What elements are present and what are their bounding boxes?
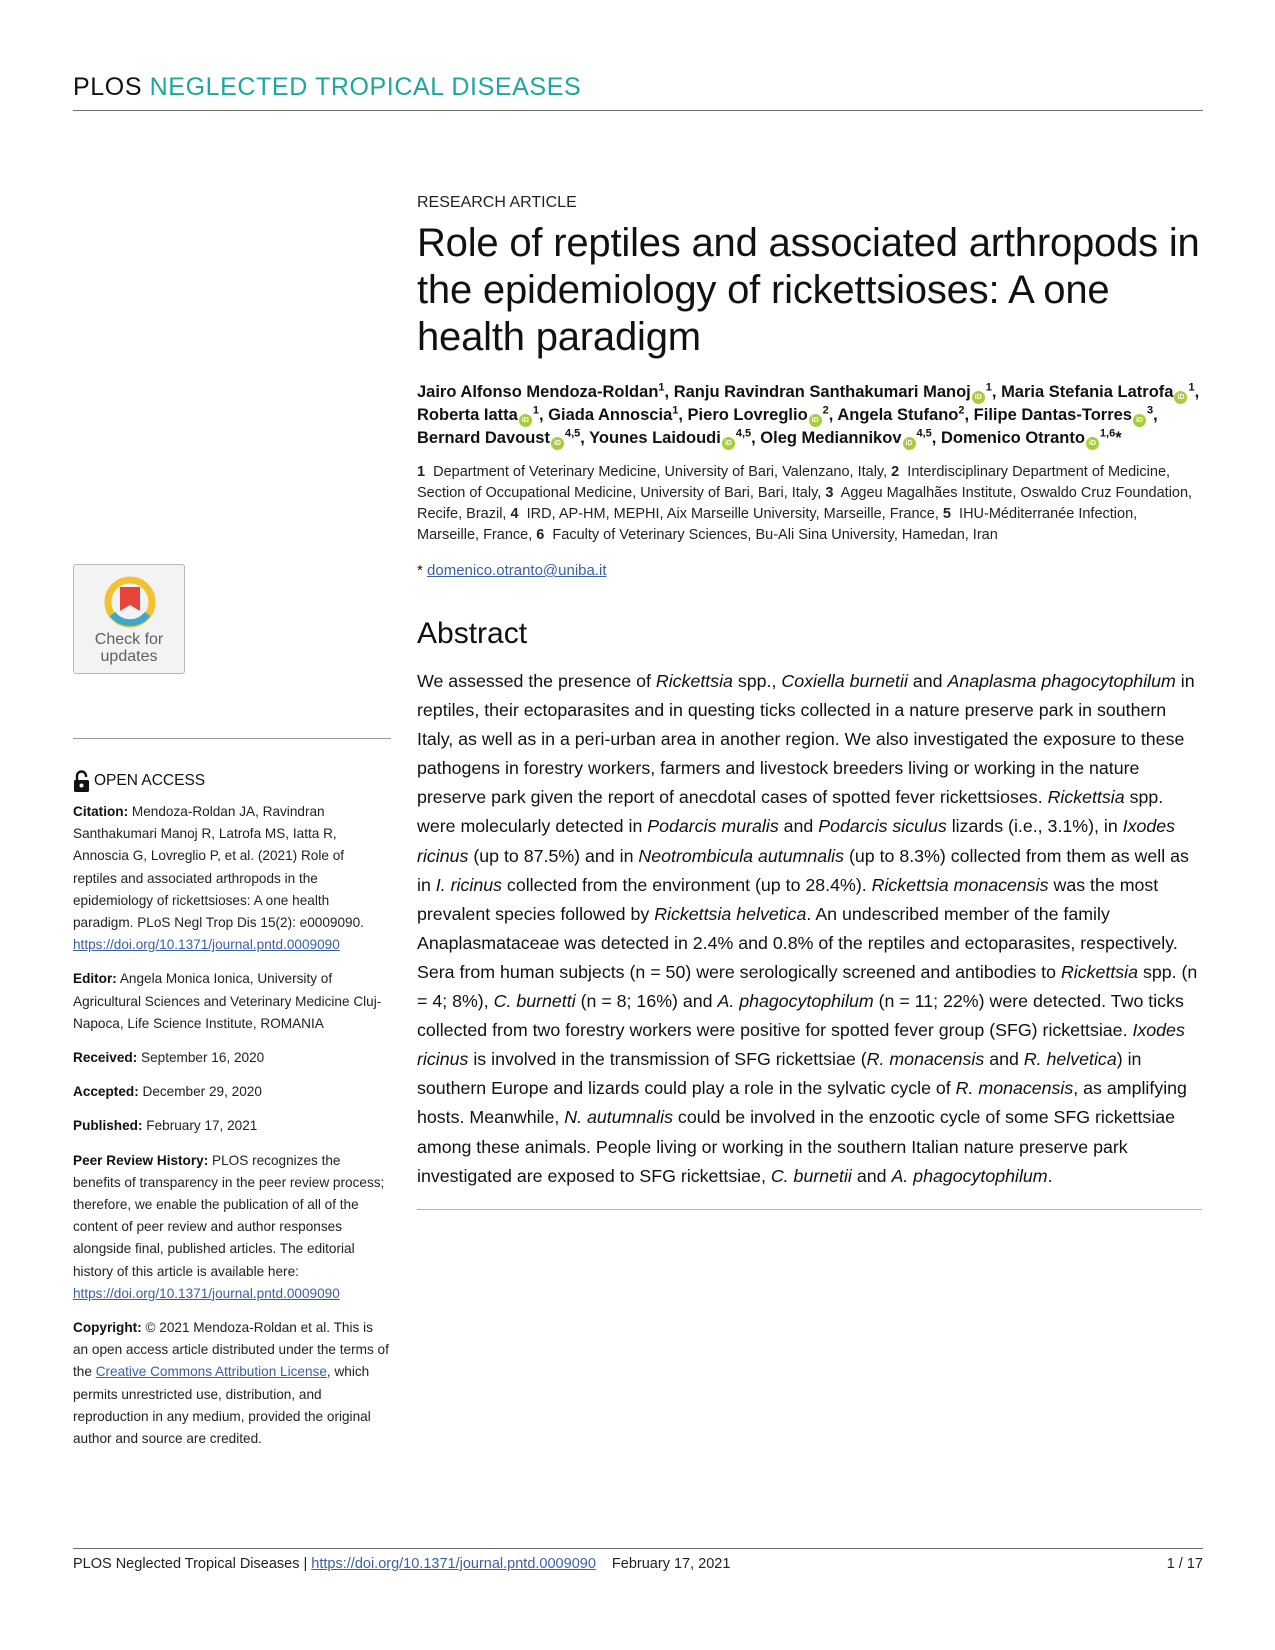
author-affiliation-marker: 2	[958, 404, 965, 417]
citation: Citation: Mendoza-Roldan JA, Ravindran Santhakumari Manoj R, Latrofa MS, Iatta R, Annoscia G, Lovreglio P, et al. (2021) Role of reptiles and associated arthropods in the epidemiology of rickettsioses: A one health paradigm. PLoS Negl Trop Dis 15(2): e0009090. https://doi.org/10.1371/journal.pntd.0009090	[73, 804, 364, 953]
citation-doi-link[interactable]: https://doi.org/10.1371/journal.pntd.0009090	[73, 937, 340, 953]
article-main	[417, 194, 1202, 1210]
author-name[interactable]: Maria Stefania Latrofa $iD^1$	[1001, 383, 1195, 401]
journal-name: NEGLECTED TROPICAL DISEASES	[149, 73, 582, 101]
received-date: Received: September 16, 2020	[73, 1050, 265, 1066]
footer-journal: PLOS Neglected Tropical Diseases |	[73, 1556, 308, 1572]
author-affiliation-marker: 4,5	[564, 427, 581, 440]
page-footer	[73, 1556, 1203, 1572]
check-for-updates-badge[interactable]	[73, 564, 185, 674]
author-affiliation-marker: 1,6	[1099, 427, 1116, 440]
badge-label: Check for updates	[94, 631, 164, 665]
author-affiliation-marker: 1	[658, 381, 665, 394]
author-name[interactable]: Giada Annoscia$^1$	[548, 404, 679, 424]
open-lock-icon	[73, 770, 90, 793]
affiliation-item: 6 Faculty of Veterinary Sciences, Bu-Ali Sina University, Hamedan, Iran	[536, 527, 998, 543]
affiliation-list	[417, 462, 1202, 546]
author-name[interactable]: Angela Stufano$^2$	[837, 404, 965, 424]
orcid-icon[interactable]: iD	[972, 391, 985, 404]
footer-doi-link[interactable]: https://doi.org/10.1371/journal.pntd.0009090	[311, 1556, 596, 1572]
author-affiliation-marker: 2	[822, 404, 829, 417]
footer-divider	[73, 1548, 1203, 1549]
affiliation-item: 3 Aggeu Magalhães Institute, Oswaldo Cruz Foundation, Recife, Brazil,	[417, 485, 1193, 522]
orcid-icon[interactable]: iD	[903, 437, 916, 450]
author-affiliation-marker: 1	[985, 381, 992, 394]
author-affiliation-marker: 3	[1146, 404, 1154, 417]
author-name[interactable]: Bernard Davoust iD$^{4,5}$	[417, 429, 580, 447]
header-divider	[73, 110, 1203, 111]
affiliation-item: 5 IHU-Méditerranée Infection, Marseille, France,	[417, 506, 1138, 543]
orcid-icon[interactable]: iD	[551, 437, 564, 450]
orcid-icon[interactable]: iD	[722, 437, 735, 450]
orcid-icon[interactable]: iD	[1174, 391, 1187, 404]
corresponding-author: * domenico.otranto@uniba.it	[417, 562, 607, 579]
article-info-sidebar	[73, 770, 391, 1462]
author-affiliation-marker: 1	[672, 404, 679, 417]
author-affiliation-marker: 4,5	[916, 427, 932, 440]
sidebar-divider	[73, 738, 391, 739]
abstract-divider	[417, 1209, 1202, 1210]
orcid-icon[interactable]: iD	[1133, 414, 1146, 427]
author-name[interactable]: Piero Lovreglio $iD^2$	[688, 406, 829, 424]
publisher-name: PLOS	[73, 73, 143, 101]
orcid-icon[interactable]: iD	[1086, 437, 1099, 450]
journal-header	[73, 72, 1203, 102]
affiliation-item: 1 Department of Veterinary Medicine, University of Bari, Valenzano, Italy,	[417, 464, 888, 480]
article-type: RESEARCH ARTICLE	[417, 194, 577, 211]
license-link[interactable]: Creative Commons Attribution License	[95, 1364, 327, 1380]
orcid-icon[interactable]: iD	[519, 414, 532, 427]
corresponding-email-link[interactable]: domenico.otranto@uniba.it	[427, 562, 607, 579]
accepted-date: Accepted: December 29, 2020	[73, 1084, 262, 1100]
author-name[interactable]: Oleg Mediannikov iD$^{4,5}$	[760, 429, 932, 447]
author-name[interactable]: Roberta Iatta $iD^1$	[417, 406, 539, 424]
author-name[interactable]: Younes Laidoudi iD$^{4,5}$	[589, 429, 751, 447]
article-title: Role of reptiles and associated arthropods in the epidemiology of rickettsioses: A one health paradigm	[417, 221, 1200, 359]
author-list: Jairo Alfonso Mendoza-Roldan$^1$, Ranju Ravindran Santhakumari Manoj $iD^1$, Maria Stefania Latrofa $iD^1$, Roberta Iatta $iD^1$, Giada Annoscia$^1$, Piero Lovreglio $iD^2$, Angela Stufano$^2$, Filipe Dantas-Torres $iD^3$, Bernard Davoust iD$^{4,5}$, Younes Laidoudi iD$^{4,5}$, Oleg Mediannikov iD$^{4,5}$, Domenico Otranto iD$^{1,6}$*	[417, 381, 1202, 450]
author-name[interactable]: Jairo Alfonso Mendoza-Roldan$^1$	[417, 381, 665, 401]
author-name[interactable]: Domenico Otranto iD$^{1,6}$*	[941, 429, 1122, 447]
peer-review-doi-link[interactable]: https://doi.org/10.1371/journal.pntd.0009090	[73, 1285, 340, 1301]
peer-review-history: Peer Review History: PLOS recognizes the benefits of transparency in the peer review process; therefore, we enable the publication of all of the content of peer review and author responses alongside final, published articles. The editorial history of this article is available here: https://doi.org/10.1371/journal.pntd.0009090	[73, 1152, 385, 1301]
crossmark-icon	[103, 575, 157, 629]
orcid-icon[interactable]: iD	[809, 414, 822, 427]
published-date: Published: February 17, 2021	[73, 1118, 258, 1134]
author-affiliation-marker: 1	[532, 404, 539, 417]
copyright: Copyright: © 2021 Mendoza-Roldan et al. This is an open access article distributed under the terms of the Creative Commons Attribution License, which permits unrestricted use, distribution, and reproduction in any medium, provided the original author and source are credited.	[73, 1320, 389, 1447]
abstract-heading: Abstract	[417, 617, 528, 650]
affiliation-item: 4 IRD, AP-HM, MEPHI, Aix Marseille University, Marseille, France,	[510, 506, 939, 522]
page-number: 1 / 17	[1166, 1556, 1203, 1572]
open-access-label: OPEN ACCESS	[73, 770, 391, 793]
abstract-body: We assessed the presence of Rickettsia spp., Coxiella burnetii and Anaplasma phagocytophilum in reptiles, their ectoparasites and in questing ticks collected in a nature preserve park in southern Italy, as well as in a peri-urban area in another region. We also investigated the exposure to these pathogens in forestry workers, farmers and livestock breeders living or working in the nature preserve park given the report of anecdotal cases of spotted fever rickettsioses. Rickettsia spp. were molecularly detected in Podarcis muralis and Podarcis siculus lizards (i.e., 3.1%), in Ixodes ricinus (up to 87.5%) and in Neotrombicula autumnalis (up to 8.3%) collected from them as well as in I. ricinus collected from the environment (up to 28.4%). Rickettsia monacensis was the most prevalent species followed by Rickettsia helvetica. An undescribed member of the family Anaplasmataceae was detected in 2.4% and 0.8% of the reptiles and ectoparasites, respectively. Sera from human subjects (n = 50) were serologically screened and antibodies to Rickettsia spp. (n = 4; 8%), C. burnetti (n = 8; 16%) and A. phagocytophilum (n = 11; 22%) were detected. Two ticks collected from two forestry workers were positive for spotted fever group (SFG) rickettsiae. Ixodes ricinus is involved in the transmission of SFG rickettsiae (R. monacensis and R. helvetica) in southern Europe and lizards could play a role in the sylvatic cycle of R. monacensis, as amplifying hosts. Meanwhile, N. autumnalis could be involved in the enzootic cycle of some SFG rickettsiae among these animals. People living or working in the southern Italian nature preserve park investigated are exposed to SFG rickettsiae, C. burnetii and A. phagocytophilum.	[417, 671, 1198, 1186]
author-affiliation-marker: 1	[1188, 381, 1195, 394]
affiliation-item: 2 Interdisciplinary Department of Medicine, Section of Occupational Medicine, University of Bari, Bari, Italy,	[417, 464, 1171, 501]
author-name[interactable]: Ranju Ravindran Santhakumari Manoj $iD^1$	[674, 383, 992, 401]
footer-date: February 17, 2021	[611, 1556, 731, 1572]
author-name[interactable]: Filipe Dantas-Torres $iD^3$	[974, 406, 1153, 424]
author-affiliation-marker: 4,5	[735, 427, 752, 440]
editor: Editor: Angela Monica Ionica, University of Agricultural Sciences and Veterinary Medicine Cluj-Napoca, Life Science Institute, ROMANIA	[73, 971, 382, 1031]
